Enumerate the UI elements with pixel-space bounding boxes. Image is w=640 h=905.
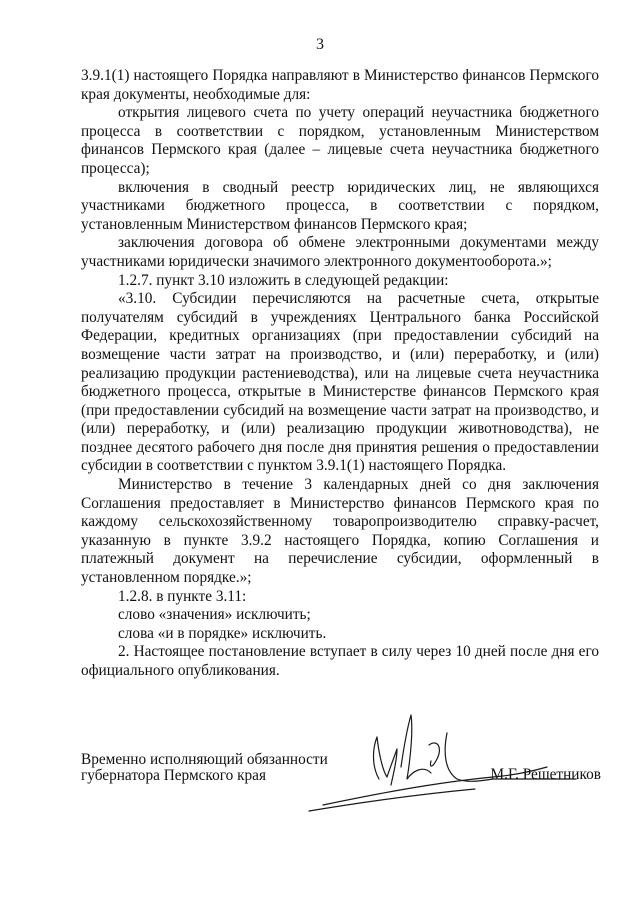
paragraph: 3.9.1(1) настоящего Порядка направляют в Министерство финансов Пермского края документы, необходимые для: [81, 67, 599, 103]
signature-block [81, 750, 601, 820]
signatory-title-line: Временно исполняющий обязанности [81, 751, 328, 768]
paragraph: включения в сводный реестр юридических лиц, не являющихся участниками бюджетного процесса, в соответствии с порядком, установленным Министерством финансов Пермского края; [81, 178, 599, 233]
paragraph: заключения договора об обмене электронными документами между участниками юридически значимого электронного документооборота.»; [81, 234, 599, 270]
handwritten-signature [261, 705, 581, 825]
paragraph: слово «значения» исключить; [118, 606, 311, 624]
paragraph: «3.10. Субсидии перечисляются на расчетные счета, открытые получателям субсидий в учреждениях Центрального банка Российской Федерации, кредитных организациях (при предоставлении субсидий на возмещение части затрат на производство, и (или) переработку, и (или) реализацию продукции растениеводства), или на лицевые счета неучастника бюджетного процесса, открытые в Министерстве финансов Пермского края (при предоставлении субсидий на возмещение части затрат на производство, и (или) переработку, и (или) реализацию продукции животноводства), не позднее десятого рабочего дня после дня принятия решения о предоставлении субсидии в соответствии с пунктом 3.9.1(1) настоящего Порядка. [81, 290, 599, 475]
paragraph: 1.2.7. пункт 3.10 изложить в следующей редакции: [118, 271, 449, 289]
paragraph: открытия лицевого счета по учету операций неучастника бюджетного процесса в соответствии с порядком, установленным Министерством финансов Пермского края (далее – лицевые счета неучастника бюджетного процесса); [81, 104, 599, 177]
signatory-name: М.Г. Решетников [490, 766, 601, 783]
paragraph: Министерство в течение 3 календарных дней со дня заключения Соглашения предоставляет в Министерство финансов Пермского края по каждому сельскохозяйственному товаропроизводителю справку-расчет, указанную в пункте 3.9.2 настоящего Порядка, копию Соглашения и платежный документ на перечисление субсидии, оформленный в установленном порядке.»; [81, 476, 599, 587]
paragraph: 2. Настоящее постановление вступает в силу через 10 дней после дня его официального опубликования. [81, 643, 599, 679]
signatory-title-line: губернатора Пермского края [81, 767, 267, 784]
page-number: 3 [316, 36, 324, 53]
paragraph: слова «и в порядке» исключить. [118, 624, 327, 642]
paragraph: 1.2.8. в пункте 3.11: [118, 587, 247, 605]
document-body [81, 67, 599, 681]
